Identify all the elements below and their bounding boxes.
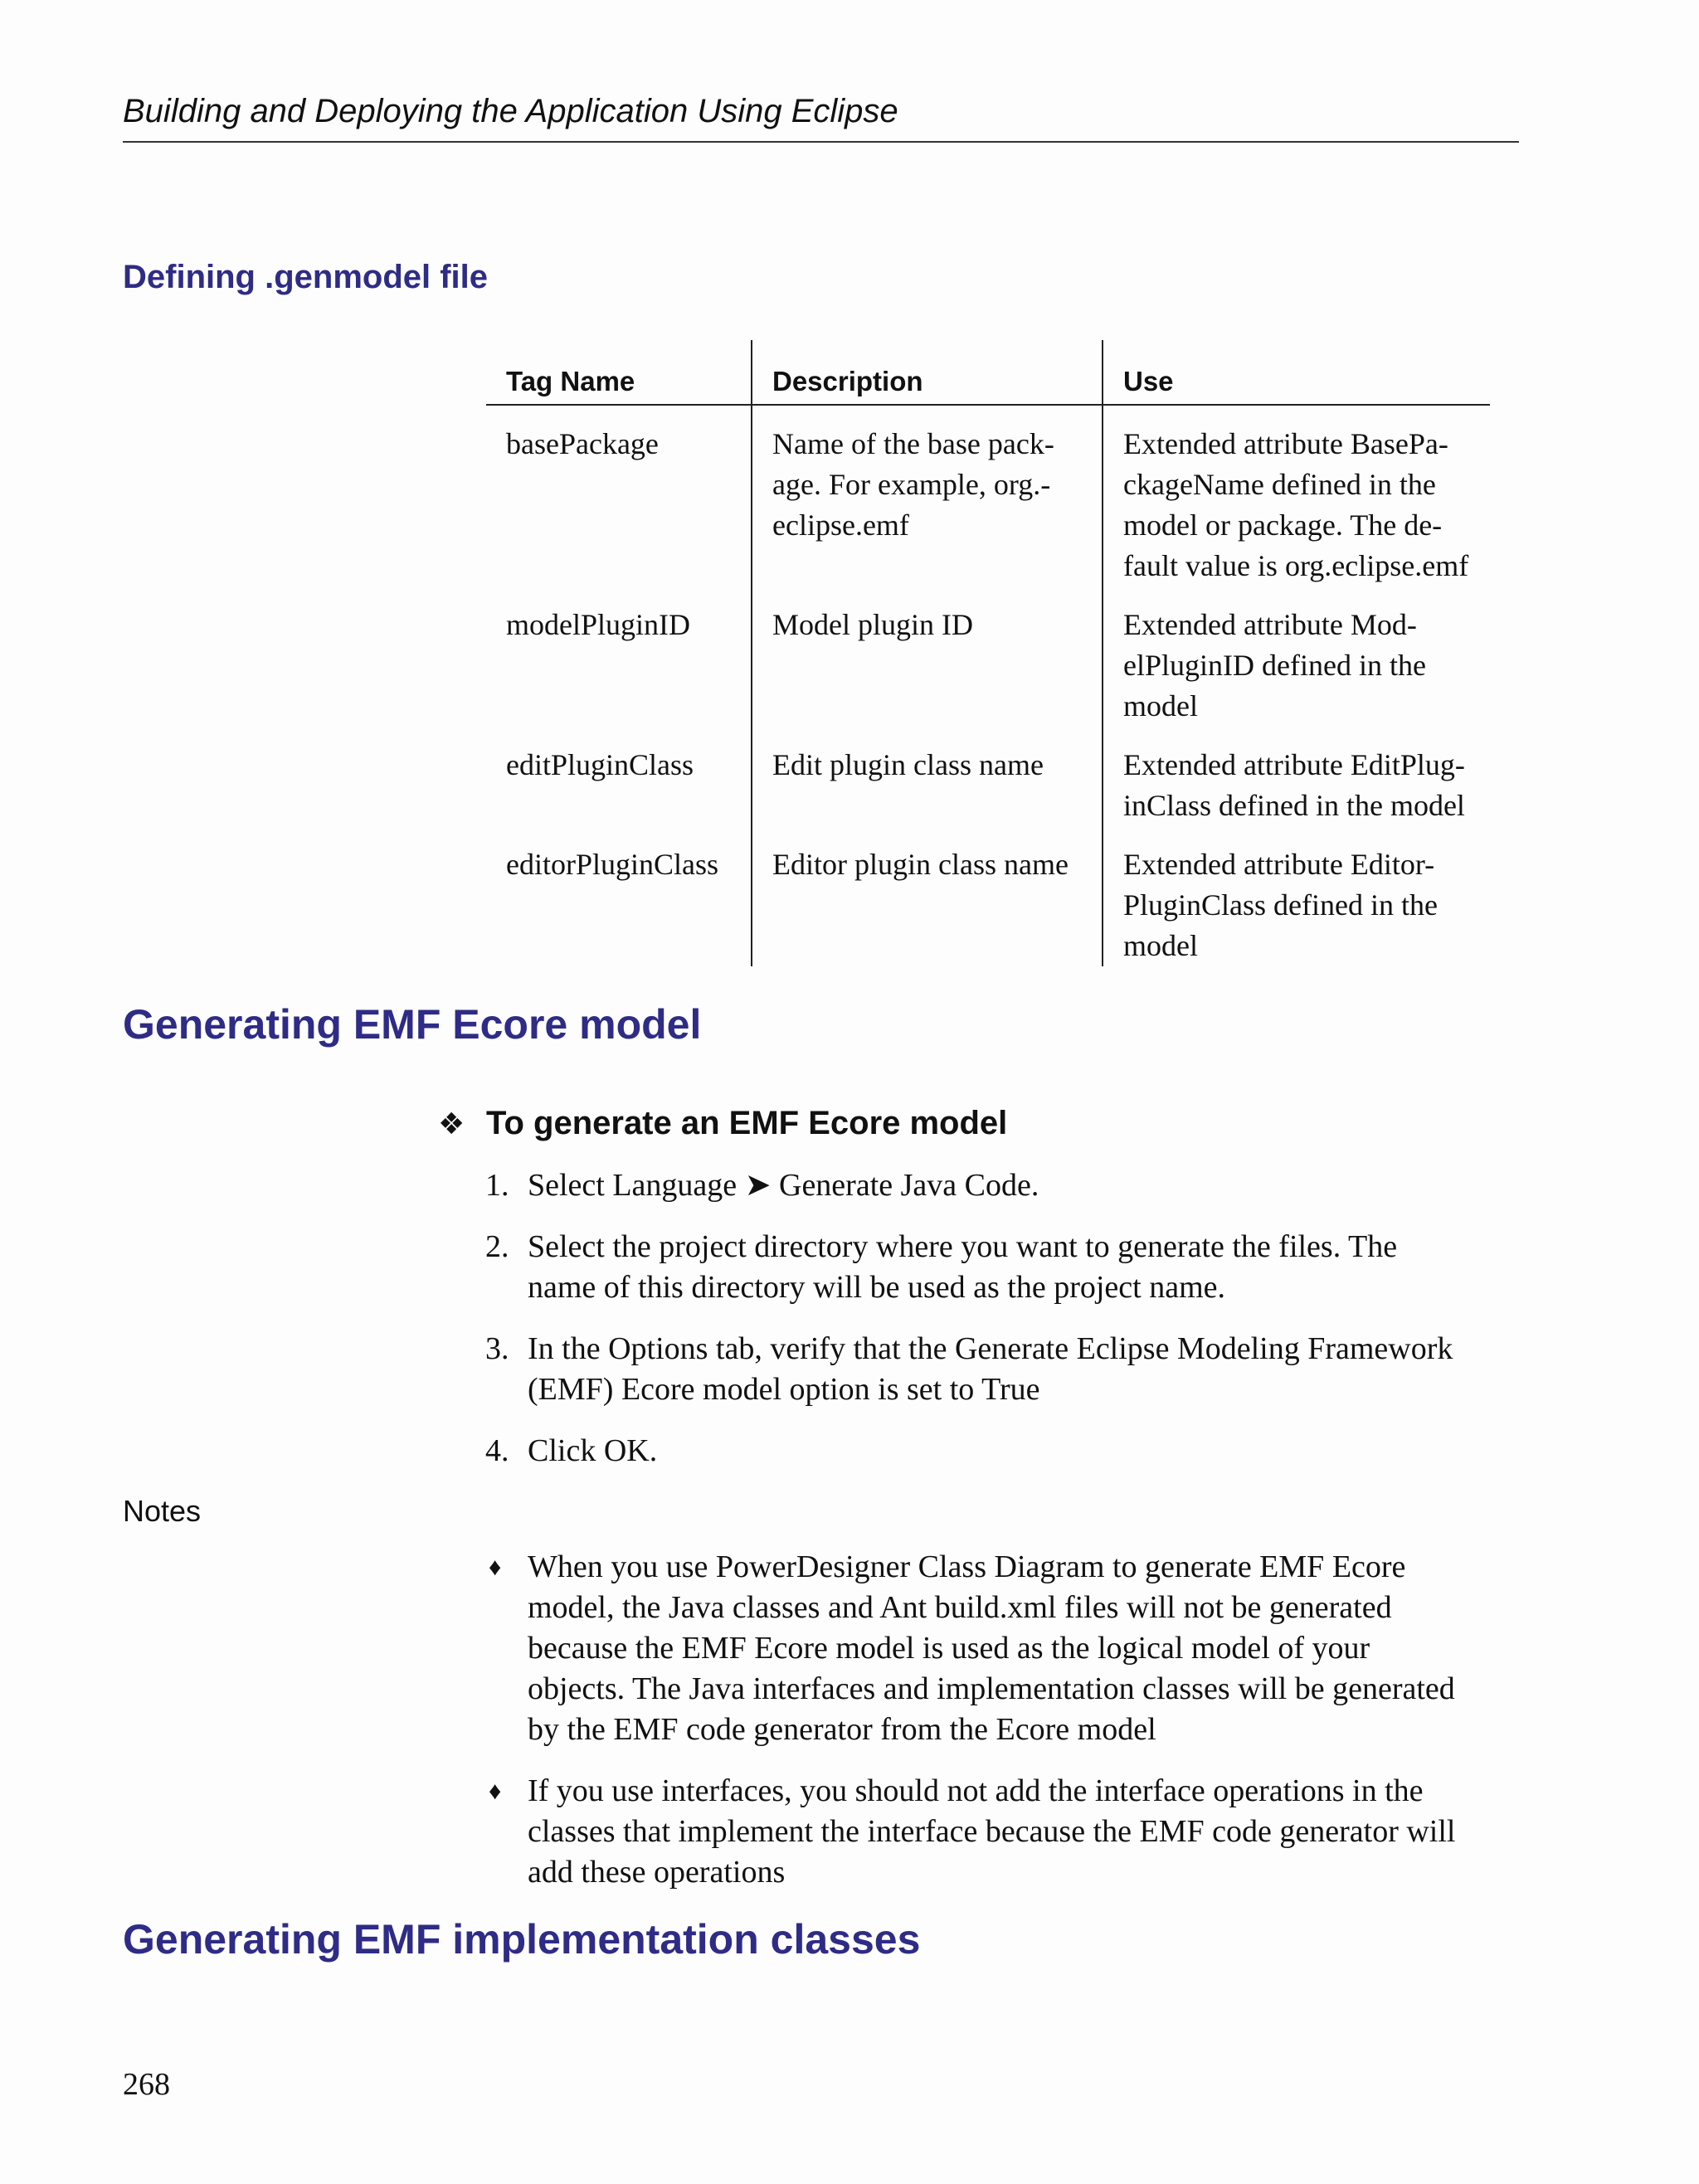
procedure-steps bbox=[485, 1165, 1531, 1492]
text-line: age. For example, org.- bbox=[772, 468, 1051, 501]
use-cell bbox=[1103, 424, 1490, 586]
text-line: Extended attribute EditPlug- bbox=[1123, 748, 1465, 781]
procedure-title bbox=[438, 1103, 1007, 1144]
list-item bbox=[485, 1431, 1531, 1471]
text-line: When you use PowerDesigner Class Diagram to generate EMF Ecore bbox=[528, 1549, 1406, 1584]
tag-cell: modelPluginID bbox=[506, 608, 690, 641]
section-title-ecore: Generating EMF Ecore model bbox=[123, 1001, 702, 1048]
notes-list bbox=[485, 1547, 1531, 1914]
step-text bbox=[528, 1431, 657, 1471]
column-header-use: Use bbox=[1123, 366, 1174, 396]
step-number: 2. bbox=[485, 1229, 509, 1264]
text-line: eclipse.emf bbox=[772, 508, 909, 542]
list-item bbox=[485, 1771, 1531, 1893]
text-line: Extended attribute Mod- bbox=[1123, 608, 1417, 641]
step-text bbox=[528, 1227, 1397, 1308]
text-line: Model plugin ID bbox=[772, 608, 973, 641]
text-line: Select the project directory where you want to generate the files. The bbox=[528, 1229, 1398, 1264]
use-cell bbox=[1103, 844, 1490, 966]
column-divider bbox=[1102, 340, 1103, 966]
text-line: by the EMF code generator from the Ecore model bbox=[528, 1712, 1156, 1747]
text-line: Editor plugin class name bbox=[772, 848, 1069, 881]
procedure-title-text: To generate an EMF Ecore model bbox=[486, 1105, 1008, 1141]
step-number: 4. bbox=[485, 1433, 509, 1468]
text-line: inClass defined in the model bbox=[1123, 789, 1465, 822]
text-line: model bbox=[1123, 689, 1198, 722]
step-text bbox=[528, 1329, 1453, 1410]
list-item bbox=[485, 1165, 1531, 1206]
description-cell bbox=[752, 605, 1103, 727]
page-number: 268 bbox=[123, 2067, 170, 2102]
section-title-genmodel: Defining .genmodel file bbox=[123, 259, 489, 295]
text-line: In the Options tab, verify that the Generate Eclipse Modeling Framework bbox=[528, 1331, 1453, 1366]
use-cell bbox=[1103, 605, 1490, 727]
description-cell bbox=[752, 844, 1103, 966]
column-header-description: Description bbox=[772, 366, 923, 396]
column-header-tag-name: Tag Name bbox=[506, 366, 635, 396]
list-item bbox=[485, 1329, 1531, 1410]
text-line: If you use interfaces, you should not add the interface operations in the bbox=[528, 1773, 1424, 1808]
description-cell bbox=[752, 424, 1103, 586]
table-row bbox=[486, 844, 1490, 966]
list-item bbox=[485, 1547, 1531, 1750]
notes-label: Notes bbox=[123, 1494, 202, 1528]
text-line: elPluginID defined in the bbox=[1123, 649, 1426, 682]
tag-cell: basePackage bbox=[506, 427, 659, 460]
table-header-row bbox=[486, 340, 1490, 406]
running-header: Building and Deploying the Application Using Eclipse bbox=[123, 91, 1519, 143]
text-line: model, the Java classes and Ant build.xml files will not be generated bbox=[528, 1590, 1392, 1625]
use-cell bbox=[1103, 745, 1490, 826]
text-line: Select Language ➤ Generate Java Code. bbox=[528, 1168, 1039, 1203]
text-line: model bbox=[1123, 929, 1198, 962]
text-line: model or package. The de- bbox=[1123, 508, 1443, 542]
text-line: name of this directory will be used as the project name. bbox=[528, 1270, 1226, 1305]
step-text bbox=[528, 1165, 1039, 1206]
text-line: classes that implement the interface because the EMF code generator will bbox=[528, 1814, 1456, 1849]
text-line: ckageName defined in the bbox=[1123, 468, 1436, 501]
text-line: Extended attribute BasePa- bbox=[1123, 427, 1448, 460]
tag-table bbox=[486, 340, 1490, 966]
description-cell bbox=[752, 745, 1103, 826]
tag-cell: editorPluginClass bbox=[506, 848, 719, 881]
text-line: (EMF) Ecore model option is set to True bbox=[528, 1372, 1040, 1407]
table-row bbox=[486, 605, 1490, 727]
text-line: because the EMF Ecore model is used as the logical model of your bbox=[528, 1631, 1370, 1666]
diamond-bullet-icon: ♦ bbox=[489, 1778, 502, 1805]
step-number: 3. bbox=[485, 1331, 509, 1366]
text-line: add these operations bbox=[528, 1855, 786, 1890]
note-text bbox=[528, 1547, 1455, 1750]
diamond-bullet-icon: ♦ bbox=[489, 1554, 502, 1581]
text-line: Click OK. bbox=[528, 1433, 658, 1468]
text-line: Extended attribute Editor- bbox=[1123, 848, 1435, 881]
column-divider bbox=[751, 340, 752, 966]
text-line: Name of the base pack- bbox=[772, 427, 1054, 460]
text-line: fault value is org.eclipse.emf bbox=[1123, 549, 1469, 582]
list-item bbox=[485, 1227, 1531, 1308]
table-row bbox=[486, 745, 1490, 826]
text-line: objects. The Java interfaces and implementation classes will be generated bbox=[528, 1671, 1455, 1706]
text-line: PluginClass defined in the bbox=[1123, 888, 1438, 922]
tag-cell: editPluginClass bbox=[506, 748, 694, 781]
note-text bbox=[528, 1771, 1455, 1893]
table-row bbox=[486, 424, 1490, 586]
text-line: Edit plugin class name bbox=[772, 748, 1044, 781]
step-number: 1. bbox=[485, 1168, 509, 1203]
four-diamond-icon: ❖ bbox=[438, 1107, 465, 1141]
section-title-impl: Generating EMF implementation classes bbox=[123, 1916, 921, 1963]
